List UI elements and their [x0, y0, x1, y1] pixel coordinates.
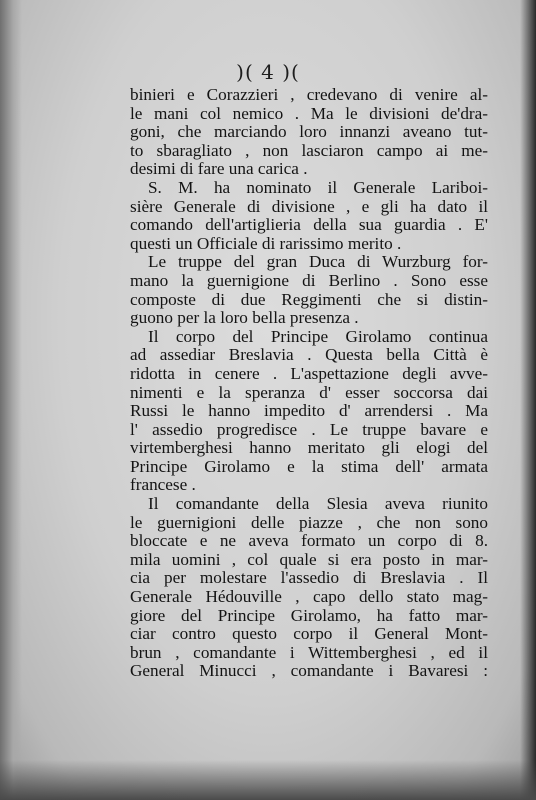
- text-line: General Minucci , comandante i Bavaresi :: [130, 661, 488, 681]
- text-line: brun , comandante i Wittemberghesi , ed il: [130, 642, 488, 662]
- text-line: mano la guernigione di Berlino . Sono esse: [130, 270, 488, 290]
- text-line: l' assedio progredisce . Le truppe bavare e: [130, 419, 488, 439]
- text-line: S. M. ha nominato il Generale Lariboi-: [148, 177, 488, 197]
- page-right-shadow: [520, 0, 536, 800]
- page-left-edge: [0, 0, 22, 800]
- text-line: to sbaragliato , non lasciaron campo ai me-: [130, 140, 488, 160]
- text-line: ciar contro questo corpo il General Mont-: [130, 624, 488, 644]
- text-line: Il corpo del Principe Girolamo continua: [148, 326, 488, 346]
- text-line: le mani col nemico . Ma le divisioni de'dra-: [130, 103, 488, 123]
- text-line: Generale Hédouville , capo dello stato mag-: [130, 587, 488, 607]
- text-line: cia per molestare l'assedio di Breslavia . Il: [130, 568, 488, 588]
- text-line: giore del Principe Girolamo, ha fatto mar-: [130, 605, 488, 625]
- text-line: comando dell'artiglieria della sua guardia . E': [130, 215, 488, 235]
- text-line: Il comandante della Slesia aveva riunito: [148, 494, 488, 514]
- text-line: ad assediar Breslavia . Questa bella Città è: [130, 345, 488, 365]
- text-line: mila uomini , col quale si era posto in mar-: [130, 549, 488, 569]
- text-line: goni, che marciando loro innanzi aveano tut-: [130, 122, 488, 142]
- page-number: )( 4 )(: [236, 60, 300, 84]
- text-line: Le truppe del gran Duca di Wurzburg for-: [148, 252, 488, 272]
- text-line: nimenti e la speranza d' esser soccorsa dai: [130, 382, 488, 402]
- text-line: francese .: [130, 475, 196, 495]
- text-line: composte di due Reggimenti che si distin-: [130, 289, 488, 309]
- text-line: sière Generale di divisione , e gli ha dato il: [130, 196, 488, 216]
- text-line: questi un Officiale di rarissimo merito .: [130, 233, 402, 253]
- text-line: Russi le hanno impedito d' arrendersi . Ma: [130, 401, 488, 421]
- text-line: Principe Girolamo e la stima dell' armata: [130, 456, 488, 476]
- text-line: guono per la loro bella presenza .: [130, 308, 359, 328]
- text-line: desimi di fare una carica .: [130, 159, 308, 179]
- text-line: virtemberghesi hanno meritato gli elogi del: [130, 438, 488, 458]
- text-line: binieri e Corazzieri , credevano di venire al-: [130, 85, 488, 104]
- text-line: ridotta in cenere . L'aspettazione degli avve-: [130, 363, 488, 383]
- body-text: [130, 86, 488, 681]
- text-line: bloccate e ne aveva formato un corpo di 8.: [130, 531, 488, 551]
- page-bottom-shadow: [0, 760, 536, 800]
- text-line: le guernigioni delle piazze , che non sono: [130, 512, 488, 532]
